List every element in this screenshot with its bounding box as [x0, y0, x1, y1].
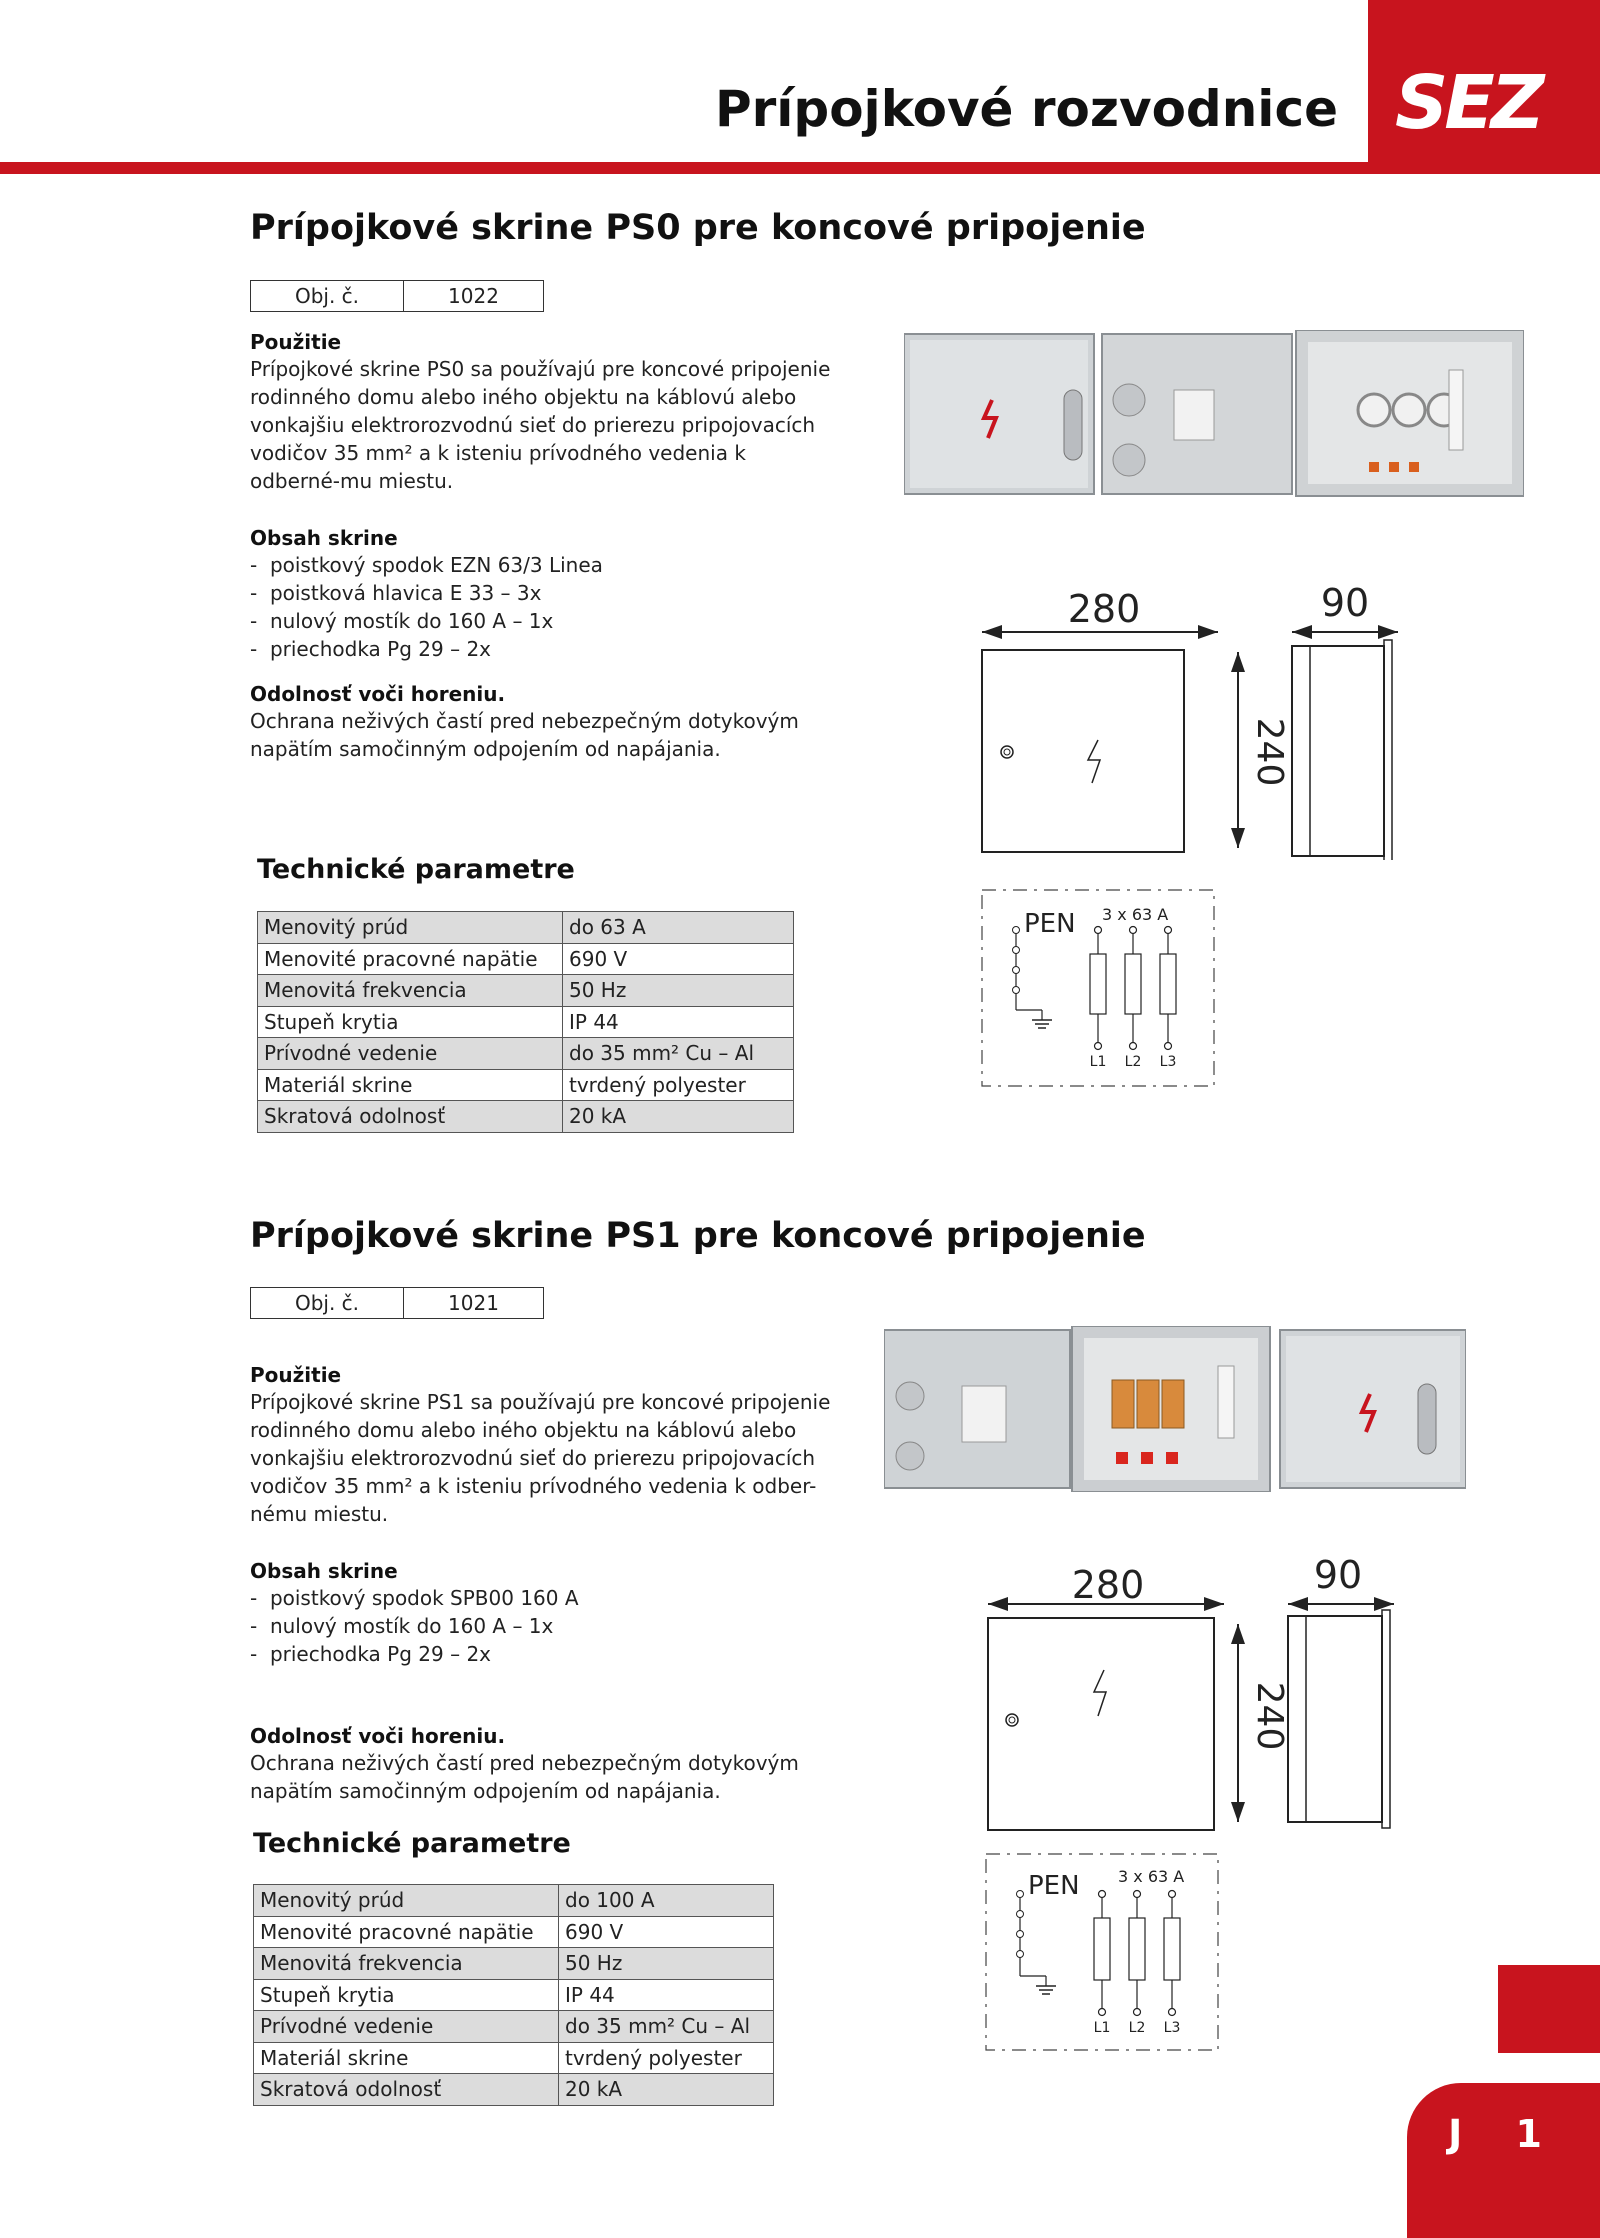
param-value: 20 kA: [559, 2074, 774, 2106]
contents-label: Obsah skrine: [250, 1559, 398, 1583]
table-row: [254, 1885, 774, 1917]
schematic-fuse-label: 3 x 63 A: [1102, 905, 1169, 924]
param-name: Skratová odolnosť: [254, 2074, 559, 2106]
page-header-title: Prípojkové rozvodnice: [714, 80, 1338, 138]
table-row: [258, 1101, 794, 1133]
phase-label: L2: [1124, 1054, 1142, 1070]
table-row: [258, 912, 794, 944]
page-number-tab: [1407, 2083, 1600, 2238]
list-item: - poistkový spodok EZN 63/3 Linea: [250, 551, 603, 579]
table-row: [254, 2011, 774, 2043]
usage-text: Prípojkové skrine PS1 sa používajú pre koncové pripojenie rodinného domu alebo iného objektu na káblovú alebo vonkajšiu elektrorozvodnú sieť do prierezu pripojovacích vodičov 35 mm² a k isteniu prívodného vedenia k odber-nému miestu.: [250, 1390, 831, 1526]
table-row: [258, 975, 794, 1007]
param-name: Menovité pracovné napätie: [258, 943, 563, 975]
order-number-label: Obj. č.: [251, 1288, 404, 1318]
section-title-ps0: Prípojkové skrine PS0 pre koncové pripojenie: [250, 208, 1146, 248]
dimension-drawing-ps0: [970, 580, 1410, 860]
table-row: [254, 1979, 774, 2011]
param-value: IP 44: [559, 1979, 774, 2011]
dimension-drawing-ps1: [976, 1552, 1416, 1834]
usage-text: Prípojkové skrine PS0 sa používajú pre koncové pripojenie rodinného domu alebo iného objektu na káblovú alebo vonkajšiu elektrorozvodnú sieť do prierezu pripojovacích vodičov 35 mm² a k isteniu prívodného vedenia k odberné-mu miestu.: [250, 357, 831, 493]
fire-resistance-text: Ochrana neživých častí pred nebezpečným dotykovým napätím samočinným odpojením od napájania.: [250, 709, 799, 761]
param-name: Prívodné vedenie: [258, 1038, 563, 1070]
tech-params-title: Technické parametre: [257, 854, 575, 885]
param-name: Menovitá frekvencia: [254, 1948, 559, 1980]
phase-label: L1: [1093, 2020, 1111, 2036]
product-photo-ps0: [904, 330, 1524, 500]
dim-height-label: 240: [1249, 717, 1290, 787]
param-name: Menovité pracovné napätie: [254, 1916, 559, 1948]
param-value: 50 Hz: [563, 975, 794, 1007]
param-name: Materiál skrine: [254, 2042, 559, 2074]
param-value: tvrdený polyester: [559, 2042, 774, 2074]
order-number-value: 1022: [448, 284, 499, 308]
param-value: do 100 A: [559, 1885, 774, 1917]
header-red-rule: [0, 162, 1600, 174]
list-item: - poistková hlavica E 33 – 3x: [250, 579, 603, 607]
tech-params-table: [257, 911, 794, 1133]
param-name: Menovitá frekvencia: [258, 975, 563, 1007]
table-row: [258, 1038, 794, 1070]
param-name: Stupeň krytia: [258, 1006, 563, 1038]
phase-label: L1: [1089, 1054, 1107, 1070]
product-photo-ps1: [884, 1326, 1466, 1492]
param-value: do 63 A: [563, 912, 794, 944]
param-name: Menovitý prúd: [254, 1885, 559, 1917]
param-name: Prívodné vedenie: [254, 2011, 559, 2043]
order-number-box: [250, 280, 544, 312]
wiring-schematic-ps0: [980, 888, 1220, 1088]
param-value: 690 V: [563, 943, 794, 975]
list-item: - nulový mostík do 160 A – 1x: [250, 607, 603, 635]
phase-label: L2: [1128, 2020, 1146, 2036]
list-item: - nulový mostík do 160 A – 1x: [250, 1612, 579, 1640]
order-number-box: [250, 1287, 544, 1319]
list-item: - poistkový spodok SPB00 160 A: [250, 1584, 579, 1612]
schematic-pen-label: PEN: [1028, 1871, 1080, 1901]
param-name: Stupeň krytia: [254, 1979, 559, 2011]
table-row: [258, 1069, 794, 1101]
param-value: 50 Hz: [559, 1948, 774, 1980]
list-item: - priechodka Pg 29 – 2x: [250, 635, 603, 663]
fire-resistance-label: Odolnosť voči horeniu.: [250, 1724, 506, 1748]
param-name: Skratová odolnosť: [258, 1101, 563, 1133]
company-logo: SEZ: [1395, 60, 1541, 146]
param-value: 20 kA: [563, 1101, 794, 1133]
phase-label: L3: [1163, 2020, 1181, 2036]
dim-width-label: 280: [1071, 1563, 1145, 1607]
table-row: [254, 2042, 774, 2074]
dim-height-label: 240: [1249, 1681, 1290, 1751]
table-row: [254, 2074, 774, 2106]
param-value: tvrdený polyester: [563, 1069, 794, 1101]
param-value: do 35 mm² Cu – Al: [559, 2011, 774, 2043]
table-row: [254, 1916, 774, 1948]
side-red-marker: [1498, 1965, 1600, 2053]
param-value: 690 V: [559, 1916, 774, 1948]
fire-resistance-text: Ochrana neživých častí pred nebezpečným dotykovým napätím samočinným odpojením od napájania.: [250, 1751, 799, 1803]
contents-label: Obsah skrine: [250, 526, 398, 550]
section-title-ps1: Prípojkové skrine PS1 pre koncové pripojenie: [250, 1216, 1146, 1256]
schematic-pen-label: PEN: [1024, 909, 1076, 939]
phase-label: L3: [1159, 1054, 1177, 1070]
contents-list: [250, 1584, 579, 1668]
order-number-label: Obj. č.: [251, 281, 404, 311]
tech-params-title: Technické parametre: [253, 1828, 571, 1859]
schematic-fuse-label: 3 x 63 A: [1118, 1867, 1185, 1886]
page-number: J 1: [1448, 2112, 1562, 2156]
table-row: [258, 1006, 794, 1038]
usage-label: Použitie: [250, 330, 342, 354]
param-name: Materiál skrine: [258, 1069, 563, 1101]
param-value: do 35 mm² Cu – Al: [563, 1038, 794, 1070]
dim-width-label: 280: [1067, 587, 1141, 631]
usage-label: Použitie: [250, 1363, 342, 1387]
fire-resistance-label: Odolnosť voči horeniu.: [250, 682, 506, 706]
param-name: Menovitý prúd: [258, 912, 563, 944]
tech-params-table: [253, 1884, 774, 2106]
list-item: - priechodka Pg 29 – 2x: [250, 1640, 579, 1668]
table-row: [254, 1948, 774, 1980]
order-number-value: 1021: [448, 1291, 499, 1315]
table-row: [258, 943, 794, 975]
wiring-schematic-ps1: [984, 1852, 1224, 2052]
dim-depth-label: 90: [1320, 581, 1370, 625]
contents-list: [250, 551, 603, 663]
dim-depth-label: 90: [1313, 1553, 1363, 1597]
param-value: IP 44: [563, 1006, 794, 1038]
